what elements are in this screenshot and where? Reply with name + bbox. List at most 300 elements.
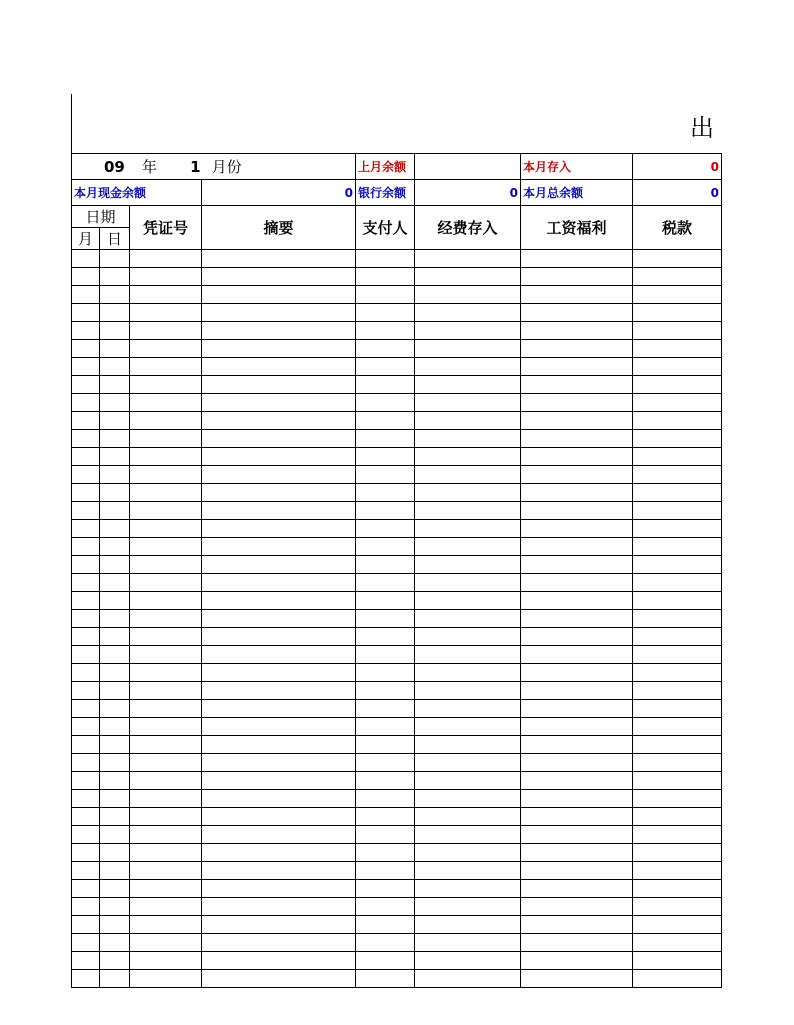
table-cell[interactable]: [521, 250, 633, 268]
table-cell[interactable]: [356, 754, 415, 772]
table-cell[interactable]: [521, 916, 633, 934]
table-cell[interactable]: [521, 520, 633, 538]
total-balance-value[interactable]: 0: [633, 180, 722, 206]
table-cell[interactable]: [130, 466, 202, 484]
table-cell[interactable]: [633, 862, 722, 880]
table-cell[interactable]: [130, 448, 202, 466]
table-cell[interactable]: [356, 448, 415, 466]
table-cell[interactable]: [633, 970, 722, 988]
table-cell[interactable]: [415, 736, 521, 754]
table-cell[interactable]: [521, 574, 633, 592]
table-cell[interactable]: [415, 484, 521, 502]
table-cell[interactable]: [130, 358, 202, 376]
table-cell[interactable]: [100, 610, 130, 628]
table-cell[interactable]: [72, 466, 100, 484]
table-cell[interactable]: [202, 970, 356, 988]
table-cell[interactable]: [415, 916, 521, 934]
table-cell[interactable]: [130, 898, 202, 916]
table-cell[interactable]: [356, 682, 415, 700]
table-cell[interactable]: [356, 610, 415, 628]
table-cell[interactable]: [100, 538, 130, 556]
table-cell[interactable]: [100, 754, 130, 772]
table-cell[interactable]: [356, 250, 415, 268]
table-cell[interactable]: [72, 934, 100, 952]
table-cell[interactable]: [202, 376, 356, 394]
table-cell[interactable]: [100, 646, 130, 664]
table-cell[interactable]: [633, 664, 722, 682]
table-cell[interactable]: [633, 574, 722, 592]
table-cell[interactable]: [130, 664, 202, 682]
table-cell[interactable]: [72, 970, 100, 988]
table-cell[interactable]: [633, 268, 722, 286]
table-cell[interactable]: [202, 412, 356, 430]
table-cell[interactable]: [202, 934, 356, 952]
table-cell[interactable]: [130, 934, 202, 952]
table-cell[interactable]: [72, 286, 100, 304]
table-cell[interactable]: [202, 646, 356, 664]
table-cell[interactable]: [100, 394, 130, 412]
table-cell[interactable]: [130, 754, 202, 772]
table-cell[interactable]: [100, 736, 130, 754]
table-cell[interactable]: [100, 574, 130, 592]
table-cell[interactable]: [356, 700, 415, 718]
table-cell[interactable]: [72, 268, 100, 286]
table-cell[interactable]: [72, 484, 100, 502]
table-cell[interactable]: [633, 610, 722, 628]
table-cell[interactable]: [521, 286, 633, 304]
table-cell[interactable]: [130, 826, 202, 844]
table-cell[interactable]: [130, 808, 202, 826]
table-cell[interactable]: [130, 952, 202, 970]
table-cell[interactable]: [633, 646, 722, 664]
table-cell[interactable]: [356, 430, 415, 448]
table-cell[interactable]: [72, 520, 100, 538]
table-cell[interactable]: [633, 322, 722, 340]
table-cell[interactable]: [202, 448, 356, 466]
table-cell[interactable]: [521, 682, 633, 700]
table-cell[interactable]: [356, 322, 415, 340]
table-cell[interactable]: [356, 862, 415, 880]
table-cell[interactable]: [202, 790, 356, 808]
table-cell[interactable]: [356, 520, 415, 538]
table-cell[interactable]: [521, 646, 633, 664]
table-cell[interactable]: [415, 952, 521, 970]
table-cell[interactable]: [521, 934, 633, 952]
table-cell[interactable]: [72, 790, 100, 808]
table-cell[interactable]: [356, 484, 415, 502]
table-cell[interactable]: [521, 628, 633, 646]
table-cell[interactable]: [202, 484, 356, 502]
table-cell[interactable]: [356, 736, 415, 754]
table-cell[interactable]: [415, 808, 521, 826]
table-cell[interactable]: [633, 394, 722, 412]
table-cell[interactable]: [202, 322, 356, 340]
table-cell[interactable]: [130, 736, 202, 754]
table-cell[interactable]: [202, 844, 356, 862]
table-cell[interactable]: [356, 502, 415, 520]
table-cell[interactable]: [521, 592, 633, 610]
table-cell[interactable]: [633, 736, 722, 754]
table-cell[interactable]: [633, 952, 722, 970]
table-cell[interactable]: [72, 448, 100, 466]
table-cell[interactable]: [130, 682, 202, 700]
table-cell[interactable]: [633, 754, 722, 772]
table-cell[interactable]: [130, 502, 202, 520]
table-cell[interactable]: [72, 322, 100, 340]
table-cell[interactable]: [202, 250, 356, 268]
table-cell[interactable]: [72, 916, 100, 934]
table-cell[interactable]: [415, 718, 521, 736]
month-value[interactable]: 1: [190, 158, 201, 176]
table-cell[interactable]: [521, 466, 633, 484]
table-cell[interactable]: [633, 466, 722, 484]
table-cell[interactable]: [130, 574, 202, 592]
table-cell[interactable]: [130, 304, 202, 322]
table-cell[interactable]: [72, 610, 100, 628]
table-cell[interactable]: [202, 628, 356, 646]
table-cell[interactable]: [130, 520, 202, 538]
table-cell[interactable]: [100, 268, 130, 286]
table-cell[interactable]: [202, 916, 356, 934]
table-cell[interactable]: [130, 646, 202, 664]
table-cell[interactable]: [415, 430, 521, 448]
table-cell[interactable]: [72, 952, 100, 970]
table-cell[interactable]: [100, 484, 130, 502]
table-cell[interactable]: [100, 286, 130, 304]
table-cell[interactable]: [72, 646, 100, 664]
table-cell[interactable]: [415, 556, 521, 574]
table-cell[interactable]: [356, 556, 415, 574]
table-cell[interactable]: [130, 700, 202, 718]
table-cell[interactable]: [202, 268, 356, 286]
table-cell[interactable]: [356, 898, 415, 916]
table-cell[interactable]: [100, 862, 130, 880]
table-cell[interactable]: [521, 448, 633, 466]
table-cell[interactable]: [415, 700, 521, 718]
table-cell[interactable]: [100, 322, 130, 340]
table-cell[interactable]: [100, 304, 130, 322]
table-cell[interactable]: [521, 808, 633, 826]
table-cell[interactable]: [415, 880, 521, 898]
table-cell[interactable]: [415, 304, 521, 322]
table-cell[interactable]: [633, 376, 722, 394]
table-cell[interactable]: [100, 664, 130, 682]
table-cell[interactable]: [72, 538, 100, 556]
table-cell[interactable]: [72, 376, 100, 394]
table-cell[interactable]: [202, 808, 356, 826]
table-cell[interactable]: [633, 880, 722, 898]
table-cell[interactable]: [415, 826, 521, 844]
table-cell[interactable]: [521, 394, 633, 412]
table-cell[interactable]: [202, 772, 356, 790]
table-cell[interactable]: [72, 754, 100, 772]
table-cell[interactable]: [202, 394, 356, 412]
table-cell[interactable]: [415, 502, 521, 520]
table-cell[interactable]: [415, 592, 521, 610]
table-cell[interactable]: [356, 466, 415, 484]
table-cell[interactable]: [633, 538, 722, 556]
table-cell[interactable]: [202, 286, 356, 304]
table-cell[interactable]: [202, 718, 356, 736]
table-cell[interactable]: [100, 844, 130, 862]
table-cell[interactable]: [521, 484, 633, 502]
table-cell[interactable]: [100, 412, 130, 430]
table-cell[interactable]: [72, 844, 100, 862]
table-cell[interactable]: [521, 718, 633, 736]
table-cell[interactable]: [356, 970, 415, 988]
table-cell[interactable]: [100, 430, 130, 448]
table-cell[interactable]: [356, 592, 415, 610]
table-cell[interactable]: [202, 862, 356, 880]
table-cell[interactable]: [100, 250, 130, 268]
table-cell[interactable]: [72, 862, 100, 880]
table-cell[interactable]: [415, 268, 521, 286]
table-cell[interactable]: [130, 538, 202, 556]
table-cell[interactable]: [356, 664, 415, 682]
table-cell[interactable]: [356, 808, 415, 826]
table-cell[interactable]: [202, 466, 356, 484]
table-cell[interactable]: [202, 664, 356, 682]
table-cell[interactable]: [633, 898, 722, 916]
table-cell[interactable]: [633, 286, 722, 304]
table-cell[interactable]: [356, 826, 415, 844]
table-cell[interactable]: [130, 772, 202, 790]
this-month-deposit-value[interactable]: 0: [633, 154, 722, 180]
table-cell[interactable]: [633, 502, 722, 520]
table-cell[interactable]: [415, 772, 521, 790]
table-cell[interactable]: [130, 628, 202, 646]
table-cell[interactable]: [521, 376, 633, 394]
table-cell[interactable]: [356, 358, 415, 376]
table-cell[interactable]: [100, 916, 130, 934]
table-cell[interactable]: [100, 340, 130, 358]
table-cell[interactable]: [521, 502, 633, 520]
table-cell[interactable]: [202, 520, 356, 538]
table-cell[interactable]: [521, 358, 633, 376]
table-cell[interactable]: [521, 340, 633, 358]
table-cell[interactable]: [72, 898, 100, 916]
table-cell[interactable]: [202, 682, 356, 700]
table-cell[interactable]: [202, 502, 356, 520]
table-cell[interactable]: [72, 304, 100, 322]
table-cell[interactable]: [633, 826, 722, 844]
table-cell[interactable]: [72, 412, 100, 430]
table-cell[interactable]: [521, 412, 633, 430]
table-cell[interactable]: [356, 286, 415, 304]
table-cell[interactable]: [415, 646, 521, 664]
table-cell[interactable]: [202, 610, 356, 628]
table-cell[interactable]: [415, 682, 521, 700]
table-cell[interactable]: [415, 286, 521, 304]
table-cell[interactable]: [100, 520, 130, 538]
table-cell[interactable]: [415, 538, 521, 556]
table-cell[interactable]: [356, 880, 415, 898]
table-cell[interactable]: [521, 754, 633, 772]
table-cell[interactable]: [202, 430, 356, 448]
table-cell[interactable]: [521, 844, 633, 862]
table-cell[interactable]: [130, 268, 202, 286]
table-cell[interactable]: [100, 952, 130, 970]
table-cell[interactable]: [356, 844, 415, 862]
table-cell[interactable]: [72, 556, 100, 574]
table-cell[interactable]: [130, 376, 202, 394]
table-cell[interactable]: [633, 934, 722, 952]
table-cell[interactable]: [130, 250, 202, 268]
table-cell[interactable]: [202, 736, 356, 754]
table-cell[interactable]: [72, 718, 100, 736]
table-cell[interactable]: [72, 430, 100, 448]
table-cell[interactable]: [202, 952, 356, 970]
table-cell[interactable]: [100, 466, 130, 484]
table-cell[interactable]: [202, 358, 356, 376]
table-cell[interactable]: [633, 718, 722, 736]
table-cell[interactable]: [130, 484, 202, 502]
table-cell[interactable]: [100, 448, 130, 466]
table-cell[interactable]: [202, 754, 356, 772]
table-cell[interactable]: [130, 610, 202, 628]
table-cell[interactable]: [415, 412, 521, 430]
table-cell[interactable]: [202, 556, 356, 574]
table-cell[interactable]: [100, 934, 130, 952]
table-cell[interactable]: [415, 250, 521, 268]
table-cell[interactable]: [100, 880, 130, 898]
table-cell[interactable]: [415, 898, 521, 916]
table-cell[interactable]: [356, 376, 415, 394]
table-cell[interactable]: [633, 484, 722, 502]
table-cell[interactable]: [72, 880, 100, 898]
table-cell[interactable]: [72, 700, 100, 718]
table-cell[interactable]: [202, 340, 356, 358]
table-cell[interactable]: [100, 808, 130, 826]
table-cell[interactable]: [633, 304, 722, 322]
last-month-balance-value[interactable]: [415, 154, 521, 180]
table-cell[interactable]: [415, 862, 521, 880]
table-cell[interactable]: [415, 466, 521, 484]
table-cell[interactable]: [356, 916, 415, 934]
table-cell[interactable]: [633, 448, 722, 466]
table-cell[interactable]: [356, 538, 415, 556]
table-cell[interactable]: [356, 628, 415, 646]
table-cell[interactable]: [521, 700, 633, 718]
table-cell[interactable]: [72, 682, 100, 700]
cash-balance-value[interactable]: 0: [202, 180, 356, 206]
table-cell[interactable]: [356, 574, 415, 592]
table-cell[interactable]: [100, 790, 130, 808]
table-cell[interactable]: [72, 826, 100, 844]
table-cell[interactable]: [521, 952, 633, 970]
table-cell[interactable]: [130, 556, 202, 574]
table-cell[interactable]: [415, 574, 521, 592]
table-cell[interactable]: [521, 826, 633, 844]
table-cell[interactable]: [521, 538, 633, 556]
table-cell[interactable]: [415, 322, 521, 340]
table-cell[interactable]: [521, 430, 633, 448]
table-cell[interactable]: [415, 358, 521, 376]
table-cell[interactable]: [72, 736, 100, 754]
table-cell[interactable]: [633, 808, 722, 826]
table-cell[interactable]: [356, 790, 415, 808]
year-value[interactable]: 09: [104, 158, 125, 176]
table-cell[interactable]: [72, 394, 100, 412]
table-cell[interactable]: [72, 574, 100, 592]
table-cell[interactable]: [415, 610, 521, 628]
table-cell[interactable]: [633, 340, 722, 358]
table-cell[interactable]: [100, 682, 130, 700]
table-cell[interactable]: [356, 340, 415, 358]
table-cell[interactable]: [100, 628, 130, 646]
table-cell[interactable]: [130, 718, 202, 736]
table-cell[interactable]: [521, 322, 633, 340]
table-cell[interactable]: [521, 268, 633, 286]
table-cell[interactable]: [100, 700, 130, 718]
table-cell[interactable]: [72, 502, 100, 520]
table-cell[interactable]: [130, 322, 202, 340]
table-cell[interactable]: [130, 340, 202, 358]
table-cell[interactable]: [130, 430, 202, 448]
table-cell[interactable]: [100, 556, 130, 574]
table-cell[interactable]: [633, 556, 722, 574]
table-cell[interactable]: [415, 340, 521, 358]
table-cell[interactable]: [202, 700, 356, 718]
table-cell[interactable]: [72, 592, 100, 610]
table-cell[interactable]: [100, 826, 130, 844]
table-cell[interactable]: [130, 286, 202, 304]
table-cell[interactable]: [521, 862, 633, 880]
table-cell[interactable]: [100, 502, 130, 520]
table-cell[interactable]: [202, 574, 356, 592]
table-cell[interactable]: [202, 592, 356, 610]
table-cell[interactable]: [100, 898, 130, 916]
table-cell[interactable]: [633, 592, 722, 610]
table-cell[interactable]: [521, 304, 633, 322]
table-cell[interactable]: [633, 790, 722, 808]
bank-balance-value[interactable]: 0: [415, 180, 521, 206]
table-cell[interactable]: [100, 772, 130, 790]
table-cell[interactable]: [72, 808, 100, 826]
table-cell[interactable]: [521, 898, 633, 916]
table-cell[interactable]: [130, 862, 202, 880]
table-cell[interactable]: [415, 844, 521, 862]
table-cell[interactable]: [100, 358, 130, 376]
table-cell[interactable]: [130, 412, 202, 430]
table-cell[interactable]: [130, 394, 202, 412]
table-cell[interactable]: [521, 610, 633, 628]
table-cell[interactable]: [356, 772, 415, 790]
table-cell[interactable]: [415, 754, 521, 772]
table-cell[interactable]: [202, 880, 356, 898]
table-cell[interactable]: [130, 916, 202, 934]
table-cell[interactable]: [100, 970, 130, 988]
table-cell[interactable]: [415, 628, 521, 646]
table-cell[interactable]: [100, 376, 130, 394]
table-cell[interactable]: [100, 718, 130, 736]
table-cell[interactable]: [72, 772, 100, 790]
table-cell[interactable]: [202, 898, 356, 916]
table-cell[interactable]: [202, 304, 356, 322]
table-cell[interactable]: [521, 664, 633, 682]
table-cell[interactable]: [633, 916, 722, 934]
table-cell[interactable]: [415, 448, 521, 466]
table-cell[interactable]: [130, 970, 202, 988]
table-cell[interactable]: [356, 646, 415, 664]
table-cell[interactable]: [521, 790, 633, 808]
table-cell[interactable]: [130, 880, 202, 898]
table-cell[interactable]: [415, 520, 521, 538]
table-cell[interactable]: [415, 790, 521, 808]
table-cell[interactable]: [521, 772, 633, 790]
table-cell[interactable]: [633, 628, 722, 646]
table-cell[interactable]: [202, 538, 356, 556]
